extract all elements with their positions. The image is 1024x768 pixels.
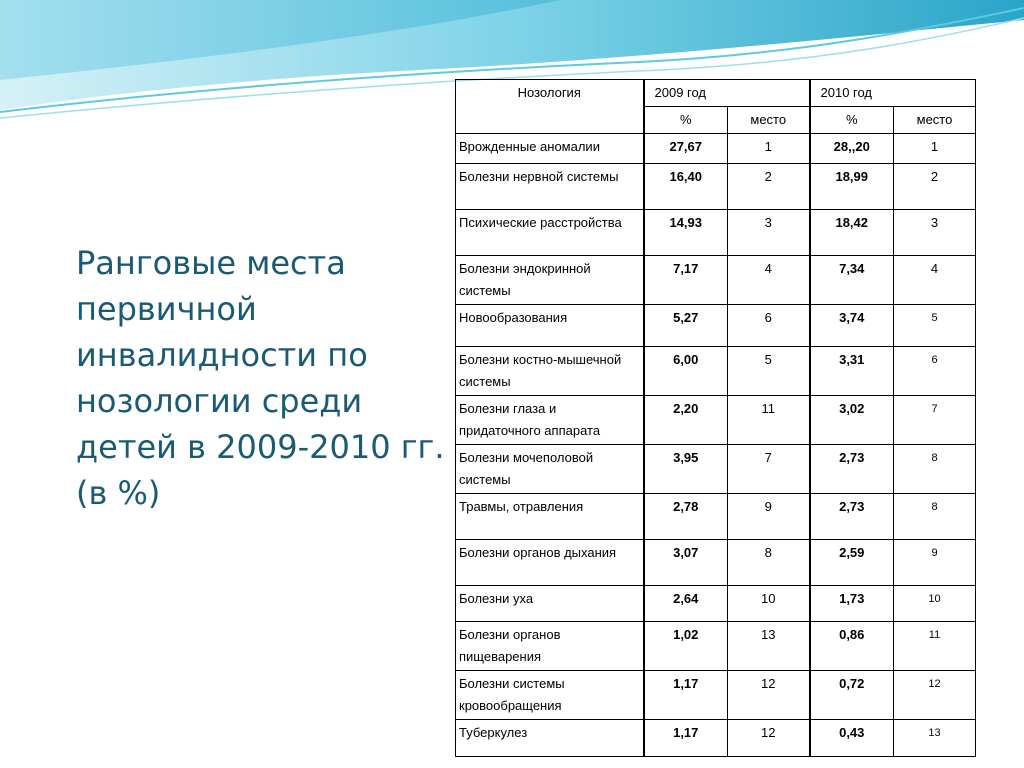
pct-2010: 2,59	[810, 540, 894, 586]
pct-2010: 3,31	[810, 347, 894, 396]
pct-2010: 2,73	[810, 494, 894, 540]
pct-2010: 18,99	[810, 164, 894, 210]
header-pct-2010: %	[810, 107, 894, 134]
header-place-2010: место	[894, 107, 976, 134]
place-2010: 10	[894, 586, 976, 622]
place-2010: 13	[894, 720, 976, 757]
header-nosology: Нозология	[456, 80, 644, 134]
table-row	[456, 671, 976, 720]
place-2009: 3	[728, 210, 810, 256]
row-name: Болезни уха	[456, 586, 644, 622]
row-name: Врожденные аномалии	[456, 134, 644, 164]
place-2010: 5	[894, 305, 976, 347]
row-name: Болезни мочеполовой системы	[456, 445, 644, 494]
nosology-table	[455, 79, 976, 757]
pct-2010: 0,43	[810, 720, 894, 757]
pct-2009: 3,95	[644, 445, 728, 494]
table-row	[456, 720, 976, 757]
place-2010: 7	[894, 396, 976, 445]
title-line: инвалидности по	[76, 336, 368, 374]
pct-2010: 18,42	[810, 210, 894, 256]
place-2009: 8	[728, 540, 810, 586]
place-2010: 12	[894, 671, 976, 720]
row-name: Болезни костно-мышечной системы	[456, 347, 644, 396]
header-year-2009: 2009 год	[644, 80, 810, 107]
place-2010: 4	[894, 256, 976, 305]
place-2009: 12	[728, 671, 810, 720]
place-2009: 1	[728, 134, 810, 164]
table-row	[456, 445, 976, 494]
pct-2010: 0,86	[810, 622, 894, 671]
row-name: Болезни эндокринной системы	[456, 256, 644, 305]
place-2009: 6	[728, 305, 810, 347]
place-2009: 11	[728, 396, 810, 445]
table-row	[456, 305, 976, 347]
row-name: Травмы, отравления	[456, 494, 644, 540]
pct-2010: 3,02	[810, 396, 894, 445]
pct-2009: 7,17	[644, 256, 728, 305]
title-line: (в %)	[76, 474, 161, 512]
place-2010: 6	[894, 347, 976, 396]
place-2010: 9	[894, 540, 976, 586]
table-row	[456, 134, 976, 164]
place-2010: 3	[894, 210, 976, 256]
title-line: нозологии среди	[76, 382, 363, 420]
header-place-2009: место	[728, 107, 810, 134]
table-row	[456, 164, 976, 210]
row-name: Болезни органов пищеварения	[456, 622, 644, 671]
pct-2010: 7,34	[810, 256, 894, 305]
pct-2010: 0,72	[810, 671, 894, 720]
place-2009: 13	[728, 622, 810, 671]
row-name: Туберкулез	[456, 720, 644, 757]
row-name: Психические расстройства	[456, 210, 644, 256]
pct-2010: 3,74	[810, 305, 894, 347]
place-2010: 8	[894, 445, 976, 494]
pct-2009: 1,02	[644, 622, 728, 671]
pct-2009: 16,40	[644, 164, 728, 210]
place-2009: 12	[728, 720, 810, 757]
pct-2009: 2,20	[644, 396, 728, 445]
place-2009: 4	[728, 256, 810, 305]
pct-2010: 2,73	[810, 445, 894, 494]
title-line: первичной	[76, 290, 257, 328]
place-2010: 11	[894, 622, 976, 671]
pct-2009: 2,78	[644, 494, 728, 540]
pct-2009: 1,17	[644, 671, 728, 720]
title-line: детей в 2009-2010 гг.	[76, 428, 445, 466]
place-2009: 10	[728, 586, 810, 622]
place-2009: 5	[728, 347, 810, 396]
place-2010: 1	[894, 134, 976, 164]
pct-2010: 1,73	[810, 586, 894, 622]
table-row	[456, 622, 976, 671]
title-line: Ранговые места	[76, 244, 346, 282]
header-pct-2009: %	[644, 107, 728, 134]
row-name: Новообразования	[456, 305, 644, 347]
pct-2009: 6,00	[644, 347, 728, 396]
pct-2009: 14,93	[644, 210, 728, 256]
pct-2009: 1,17	[644, 720, 728, 757]
pct-2009: 5,27	[644, 305, 728, 347]
pct-2009: 3,07	[644, 540, 728, 586]
place-2009: 9	[728, 494, 810, 540]
table-row	[456, 586, 976, 622]
table-row	[456, 396, 976, 445]
slide-title	[76, 240, 445, 516]
row-name: Болезни органов дыхания	[456, 540, 644, 586]
pct-2009: 2,64	[644, 586, 728, 622]
place-2009: 7	[728, 445, 810, 494]
place-2009: 2	[728, 164, 810, 210]
table-row	[456, 494, 976, 540]
pct-2010: 28,,20	[810, 134, 894, 164]
row-name: Болезни глаза и придаточного аппарата	[456, 396, 644, 445]
row-name: Болезни системы кровообращения	[456, 671, 644, 720]
place-2010: 2	[894, 164, 976, 210]
table-row	[456, 210, 976, 256]
table-row	[456, 540, 976, 586]
pct-2009: 27,67	[644, 134, 728, 164]
place-2010: 8	[894, 494, 976, 540]
table-row	[456, 256, 976, 305]
header-year-2010: 2010 год	[810, 80, 976, 107]
table-row	[456, 347, 976, 396]
row-name: Болезни нервной системы	[456, 164, 644, 210]
